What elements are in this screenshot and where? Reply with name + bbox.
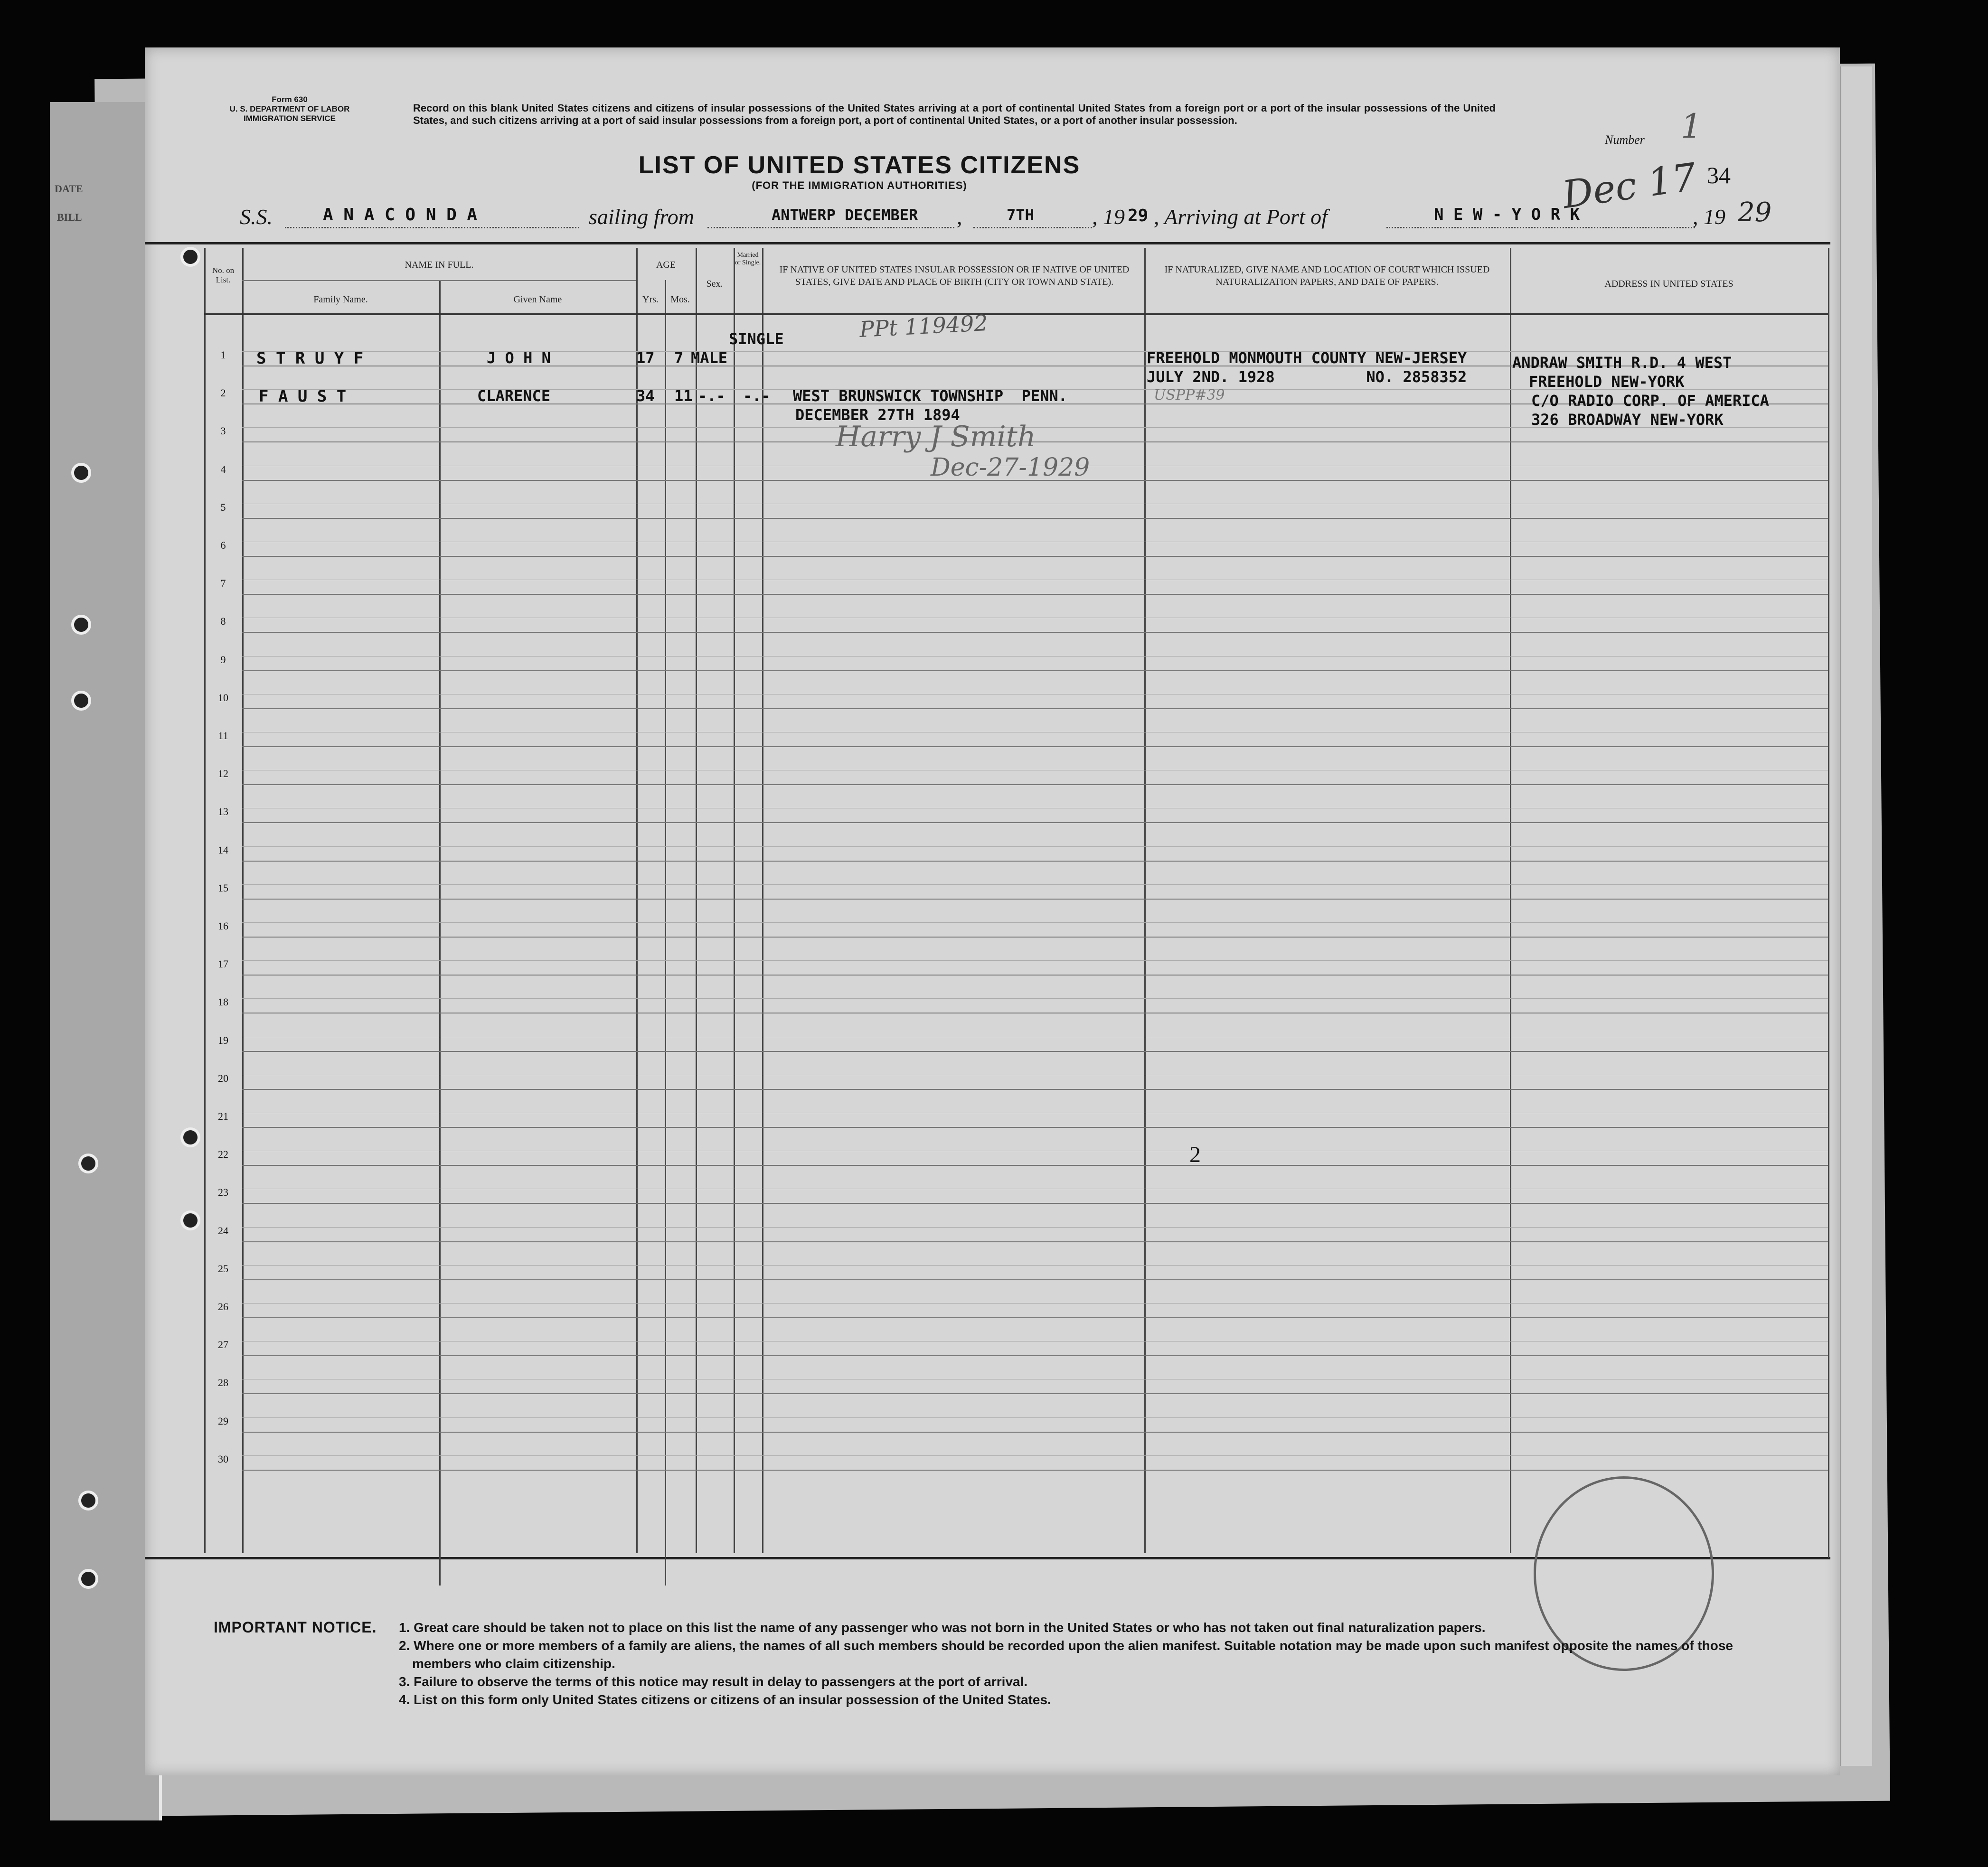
header-marital: Married or Single. [735, 252, 761, 266]
row-subrule [242, 884, 1828, 885]
notice-item: 1. Great care should be taken not to place on this list the name of any passenger who was not born in the United States or who has not taken out final naturalization papers. [399, 1620, 1486, 1635]
header-months: Mos. [670, 294, 690, 305]
column-rule [204, 248, 206, 1553]
binding-hole-icon [78, 1491, 98, 1510]
row-rule [242, 746, 1828, 747]
ship-line [285, 227, 579, 228]
binding-hole-icon [71, 463, 91, 483]
notice-item: 2. Where one or more members of a family are aliens, the names of all such members should be recorded upon the alien manifest. Suitable notation may be made upon such manifest opposite the names of those members who claim citizenship. [399, 1638, 1733, 1671]
row-1-address-line2: FREEHOLD NEW-YORK [1529, 373, 1685, 391]
row-rule [242, 1432, 1828, 1433]
row-subrule [242, 998, 1828, 999]
header-address: ADDRESS IN UNITED STATES [1604, 279, 1734, 289]
row-subrule [242, 656, 1828, 657]
row-number: 16 [218, 920, 228, 932]
row-number: 25 [218, 1262, 228, 1275]
row-rule [242, 632, 1828, 633]
row-number: 9 [220, 653, 226, 666]
row-rule [242, 1279, 1828, 1280]
notice-list [399, 1619, 1776, 1709]
column-rule [439, 280, 441, 1586]
inspector-signature: Harry J Smith [836, 420, 1036, 453]
sailing-label: sailing from [589, 205, 694, 229]
row-rule [242, 861, 1828, 862]
comma: , [957, 205, 962, 229]
form-subtitle: (FOR THE IMMIGRATION AUTHORITIES) [752, 179, 967, 191]
row-number: 12 [218, 768, 228, 780]
header-rule [242, 280, 636, 281]
row-number: 23 [218, 1186, 228, 1199]
header-number: No. on List. [212, 266, 235, 284]
form-title: LIST OF UNITED STATES CITIZENS [638, 151, 1081, 179]
year-prefix: , 19 [1092, 205, 1125, 229]
row-rule [242, 556, 1828, 557]
row-rule [242, 518, 1828, 519]
row-1-age-months: 7 [674, 349, 684, 367]
department-name: U. S. DEPARTMENT OF LABOR [229, 104, 350, 113]
header-age: AGE [656, 260, 676, 270]
row-number: 30 [218, 1453, 228, 1465]
form-instructions: Record on this blank United States citizens and citizens of insular possessions of the United States arriving at a port of continental United States from a foreign port or a port of the insular possessions of the United States, and such citizens arriving at a port of said insular possessions from a foreign port, a port of continental United States, or a port of another insular possession. [413, 102, 1496, 126]
row-number: 5 [220, 501, 226, 513]
header-sex: Sex. [706, 279, 723, 289]
row-rule [242, 1317, 1828, 1318]
column-rule [762, 248, 763, 1553]
left-strip-label: BILL [57, 211, 82, 223]
row-1-court-date: JULY 2ND. 1928 NO. 2858352 [1147, 368, 1467, 386]
row-number: 27 [218, 1339, 228, 1351]
header-years: Yrs. [642, 294, 659, 305]
row-2-address: C/O RADIO CORP. OF AMERICA [1531, 392, 1769, 410]
sheet-mark: 2 [1189, 1142, 1201, 1167]
row-2-given-name: CLARENCE [477, 387, 551, 405]
row-2-age-years: 34 [636, 387, 655, 405]
row-rule [242, 1127, 1828, 1128]
row-number: 8 [220, 615, 226, 628]
header-bottom-rule [204, 313, 1828, 315]
row-number: 22 [218, 1148, 228, 1161]
row-number: 13 [218, 806, 228, 818]
row-number: 19 [218, 1034, 228, 1046]
ship-name: A N A C O N D A [323, 205, 478, 225]
column-rule [665, 280, 666, 1586]
column-rule [1510, 248, 1511, 1553]
binding-hole-icon [71, 615, 91, 635]
row-number: 14 [218, 844, 228, 856]
row-rule [242, 975, 1828, 976]
row-number: 21 [218, 1110, 228, 1122]
column-rule [1828, 248, 1829, 1558]
passport-number-handwritten: PPt 119492 [858, 310, 989, 343]
row-rule [242, 1089, 1828, 1090]
departure-year: 29 [1128, 206, 1149, 225]
row-number: 24 [218, 1224, 228, 1237]
row-1-address: ANDRAW SMITH R.D. 4 WEST [1512, 354, 1732, 372]
row-number: 2 [220, 387, 226, 399]
notice-item: 3. Failure to observe the terms of this notice may result in delay to passengers at the port of arrival. [399, 1674, 1028, 1689]
row-rule [242, 899, 1828, 900]
row-number: 1 [220, 349, 226, 361]
row-subrule [242, 922, 1828, 923]
row-rule [242, 1203, 1828, 1204]
row-number: 17 [218, 958, 228, 970]
row-rule [242, 1051, 1828, 1052]
header-given-name: Given Name [513, 294, 562, 305]
row-1-sex: MALE [691, 349, 728, 367]
inspection-date-handwritten: Dec-27-1929 [931, 453, 1090, 482]
right-sheet-edge [1840, 66, 1872, 1766]
row-number: 28 [218, 1377, 228, 1389]
header-family-name: Family Name. [313, 294, 368, 305]
row-subrule [242, 351, 1828, 352]
passport-note-handwritten: USPP#39 [1154, 387, 1225, 403]
row-subrule [242, 1417, 1828, 1418]
row-2-sex: -.- [698, 387, 725, 405]
arrival-year: 29 [1738, 197, 1772, 228]
row-1-marital: SINGLE [729, 330, 784, 348]
row-number: 26 [218, 1301, 228, 1313]
left-strip-label: DATE [55, 183, 83, 195]
day-line [973, 227, 1092, 228]
row-rule [242, 1355, 1828, 1356]
service-name: IMMIGRATION SERVICE [244, 114, 336, 123]
departure-port: ANTWERP DECEMBER [772, 206, 918, 224]
row-1-given-name: J O H N [487, 349, 551, 367]
row-1-court: FREEHOLD MONMOUTH COUNTY NEW-JERSEY [1147, 349, 1467, 367]
row-subrule [242, 1455, 1828, 1456]
page-number: 34 [1707, 162, 1731, 188]
row-number: 6 [220, 539, 226, 551]
row-subrule [242, 1227, 1828, 1228]
header-naturalized: IF NATURALIZED, GIVE NAME AND LOCATION OF COURT WHICH ISSUED NATURALIZATION PAPERS, AND DATE OF PAPERS. [1164, 264, 1490, 287]
row-2-address-line2: 326 BROADWAY NEW-YORK [1531, 411, 1724, 429]
row-number: 7 [220, 577, 226, 590]
from-line [707, 227, 954, 228]
form-number: Form 630 [272, 95, 308, 104]
row-subrule [242, 1303, 1828, 1304]
row-number: 20 [218, 1072, 228, 1084]
row-1-age-years: 17 [636, 349, 655, 367]
row-number: 11 [218, 730, 228, 741]
binding-hole-icon [78, 1569, 98, 1589]
row-number: 15 [218, 882, 228, 894]
row-rule [242, 937, 1828, 938]
row-subrule [242, 1341, 1828, 1342]
row-2-age-months: 11 [674, 387, 693, 405]
column-rule [1144, 248, 1146, 1553]
number-label: Number [1605, 133, 1645, 147]
row-1-family-name: S T R U Y F [256, 349, 364, 368]
notice-item: 4. List on this form only United States citizens or citizens of an insular possession of the United States. [399, 1692, 1051, 1707]
ss-label: S.S. [240, 205, 273, 229]
row-rule [242, 670, 1828, 671]
notice-title: IMPORTANT NOTICE. [214, 1619, 377, 1636]
form-agency [199, 95, 380, 123]
row-2-birth-place: WEST BRUNSWICK TOWNSHIP PENN. [793, 387, 1067, 405]
column-rule [242, 248, 244, 1553]
row-rule [242, 822, 1828, 823]
row-subrule [242, 960, 1828, 961]
column-rule [734, 248, 735, 1553]
binding-hole-icon [78, 1154, 98, 1173]
row-rule [242, 1241, 1828, 1242]
row-number: 29 [218, 1415, 228, 1427]
row-rule [242, 1165, 1828, 1166]
row-rule [242, 784, 1828, 785]
row-rule [242, 594, 1828, 595]
row-number: 18 [218, 996, 228, 1008]
row-subrule [242, 1265, 1828, 1266]
header-name-in-full: NAME IN FULL. [405, 260, 474, 270]
row-number: 4 [220, 463, 226, 475]
number-value: 1 [1681, 107, 1702, 146]
arriving-label: , Arriving at Port of [1154, 205, 1328, 229]
row-rule [242, 1393, 1828, 1394]
binding-hole-icon [71, 691, 91, 711]
row-rule [242, 708, 1828, 709]
column-rule [696, 248, 697, 1553]
row-2-family-name: F A U S T [259, 387, 347, 406]
header-native-birth: IF NATIVE OF UNITED STATES INSULAR POSSESSION OR IF NATIVE OF UNITED STATES, GIVE DATE AND PLACE OF BIRTH (CITY OR TOWN AND STATE). [779, 264, 1130, 287]
row-number: 10 [218, 691, 228, 704]
row-rule [242, 1470, 1828, 1471]
departure-day: 7TH [1007, 206, 1034, 224]
row-2-birth-date: DECEMBER 27TH 1894 [795, 406, 960, 424]
port-line [1386, 227, 1695, 228]
row-2-marital: -.- [743, 387, 771, 405]
arrival-port: N E W - Y O R K [1434, 205, 1580, 224]
arrival-date-handwritten: Dec 17 [1559, 154, 1699, 217]
row-number: 3 [220, 425, 226, 437]
row-subrule [242, 846, 1828, 847]
arrival-year-prefix: , 19 [1693, 205, 1725, 229]
column-rule [636, 248, 638, 1553]
